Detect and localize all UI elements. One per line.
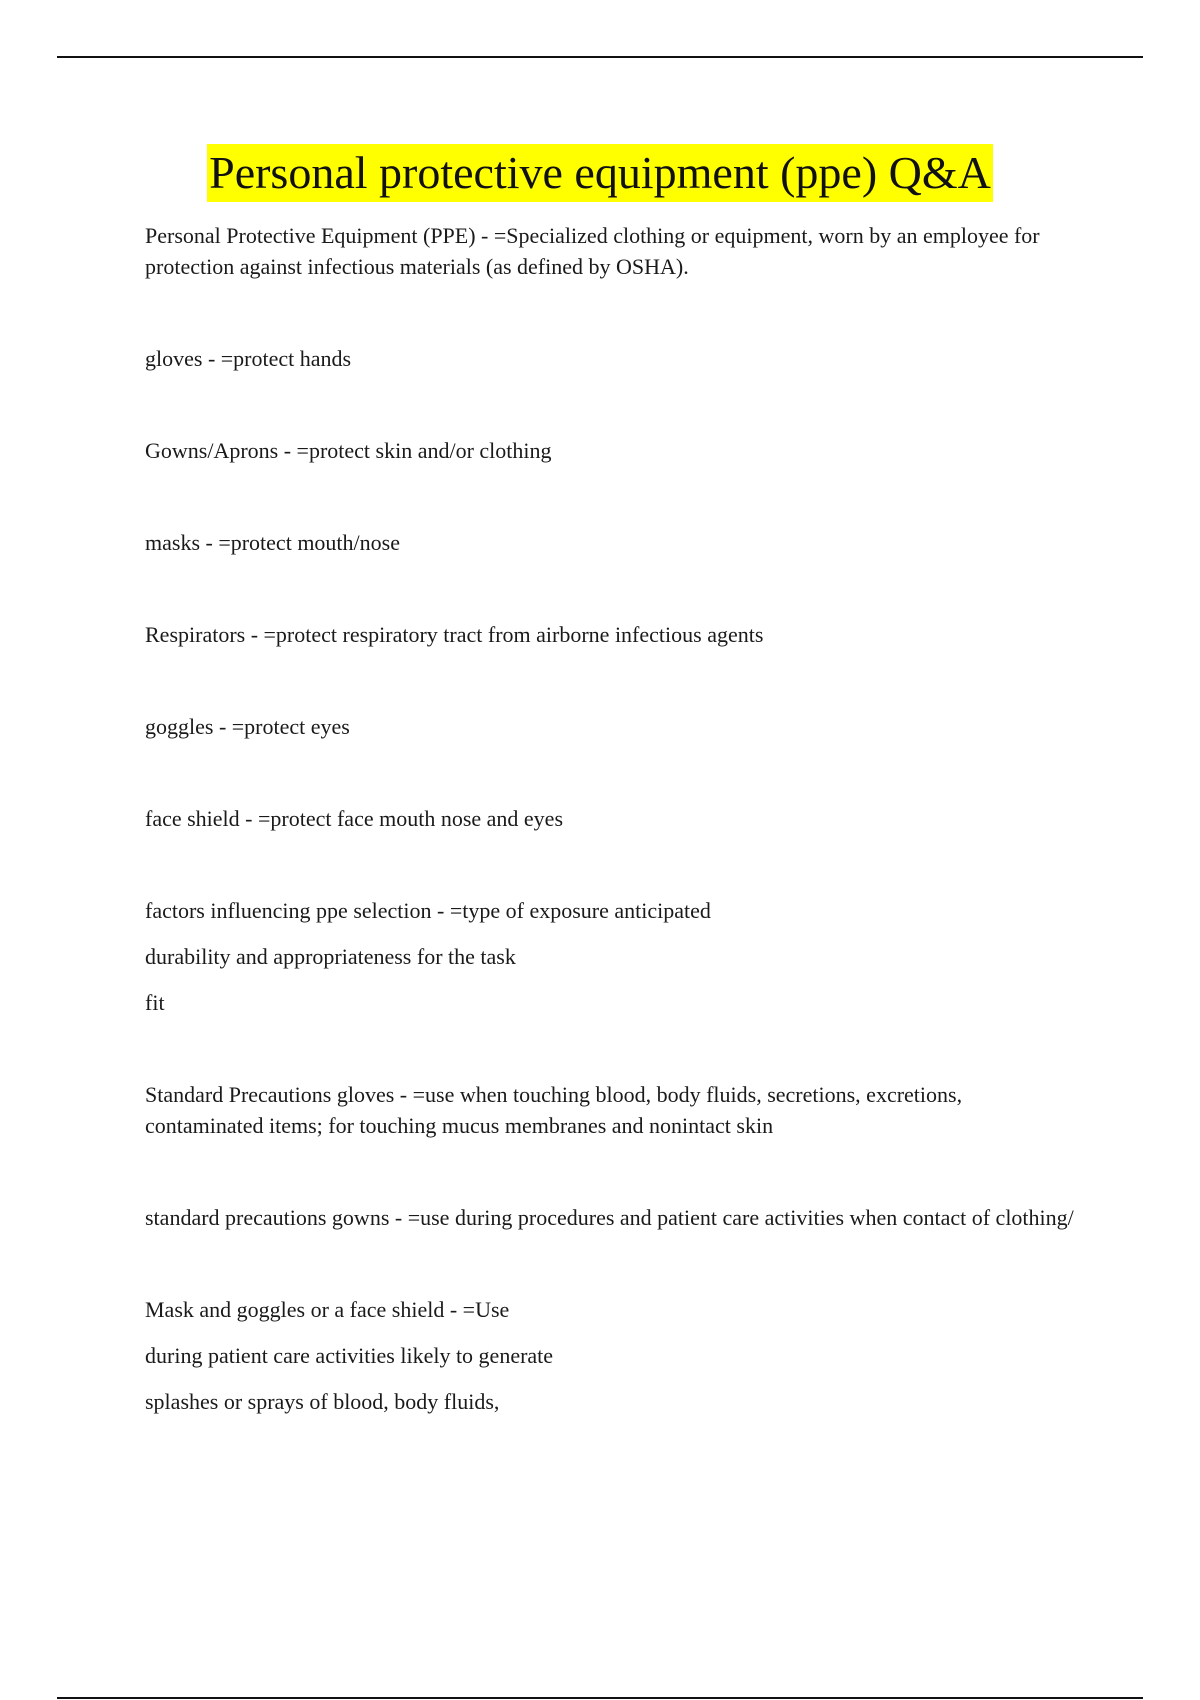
bottom-rule [57,1697,1143,1699]
qa-entry-mask-goggles [145,1294,1085,1417]
qa-text: masks - =protect mouth/nose [145,530,400,555]
qa-entry-standard-gowns [145,1202,1085,1233]
title-container [0,144,1200,202]
qa-entry-ppe-definition [145,220,1085,282]
qa-text: Respirators - =protect respiratory tract from airborne infectious agents [145,622,764,647]
qa-text: Gowns/Aprons - =protect skin and/or clothing [145,438,552,463]
qa-entry-respirators [145,619,1085,650]
qa-text: gloves - =protect hands [145,346,352,371]
qa-text: face shield - =protect face mouth nose and eyes [145,806,564,831]
qa-entry-face-shield [145,803,1085,834]
qa-line: splashes or sprays of blood, body fluids, [145,1389,500,1414]
qa-list [145,220,1085,1478]
qa-text: Standard Precautions gloves - =use when touching blood, body fluids, secretions, excretions, contaminated items; for touching mucus membranes and nonintact skin [145,1082,963,1138]
qa-line: during patient care activities likely to generate [145,1343,554,1368]
qa-entry-gowns-aprons [145,435,1085,466]
qa-text: Personal Protective Equipment (PPE) - =Specialized clothing or equipment, worn by an employee for protection against infectious materials (as defined by OSHA). [145,223,1040,279]
qa-line: durability and appropriateness for the task [145,944,516,969]
qa-line: fit [145,990,165,1015]
qa-entry-standard-gloves [145,1079,1085,1141]
qa-entry-masks [145,527,1085,558]
qa-line: factors influencing ppe selection - =type of exposure anticipated [145,898,711,923]
qa-entry-gloves [145,343,1085,374]
qa-entry-goggles [145,711,1085,742]
top-rule [57,56,1143,58]
qa-text: goggles - =protect eyes [145,714,350,739]
qa-text: standard precautions gowns - =use during procedures and patient care activities when contact of clothing/ [145,1205,1074,1230]
document-title: Personal protective equipment (ppe) Q&A [207,144,993,202]
qa-entry-selection-factors [145,895,1085,1018]
qa-line: Mask and goggles or a face shield - =Use [145,1297,510,1322]
